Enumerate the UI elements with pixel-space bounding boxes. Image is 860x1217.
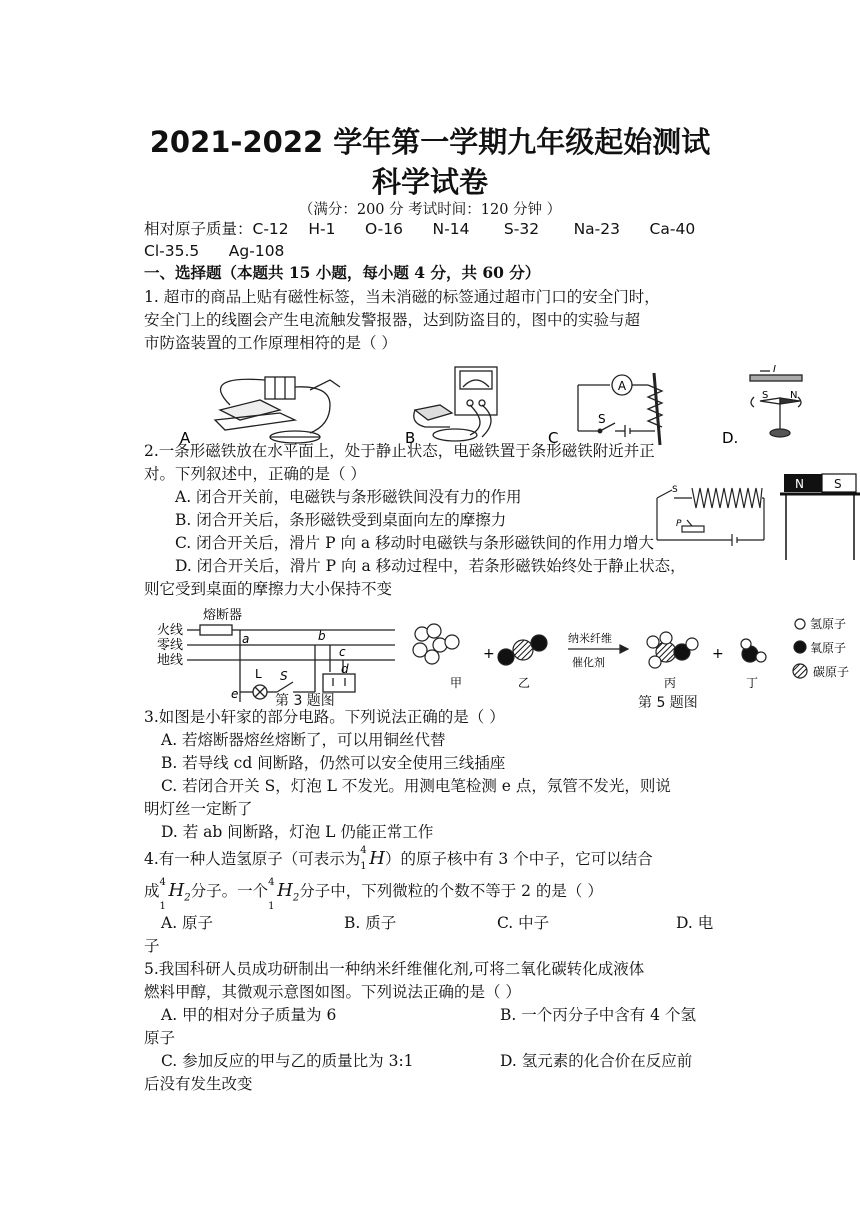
q4-line1-a: 4.有一种人造氢原子（可表示为 — [144, 850, 361, 868]
q2-slider-p: P — [676, 519, 682, 529]
q3-option-c-line2: 明灯丝一定断了 — [144, 800, 253, 818]
fig3-point-d: d — [341, 662, 349, 676]
section-heading: 一、选择题（本题共 15 小题，每小题 4 分，共 60 分） — [144, 263, 541, 282]
q4-option-d-line1: D. 电 — [676, 914, 714, 932]
q5-option-a: A. 甲的相对分子质量为 6 — [161, 1006, 337, 1024]
q3-option-c-line1: C. 若闭合开关 S，灯泡 L 不发光。用测电笔检测 e 点，氖管不发光，则说 — [161, 777, 671, 795]
fig5-catalyst-bottom: 催化剂 — [572, 656, 605, 669]
q5-option-b-line2: 原子 — [144, 1029, 176, 1047]
fig3-lamp-l: L — [255, 667, 262, 681]
q5-line2: 燃料甲醇，其微观示意图如图。下列说法正确的是（ ） — [144, 983, 521, 1001]
fig-a-label: A — [180, 429, 191, 447]
q5-option-d-line1: D. 氢元素的化合价在反应前 — [500, 1052, 693, 1070]
q4-option-d-line2: 子 — [144, 937, 160, 955]
exam-subtitle: 科学试卷 — [371, 165, 488, 199]
ammeter-symbol: A — [617, 379, 627, 393]
exam-title: 2021-2022 学年第一学期九年级起始测试 — [149, 125, 711, 159]
fig5-plus-1: + — [483, 646, 495, 662]
q3-option-d: D. 若 ab 间断路，灯泡 L 仍能正常工作 — [161, 823, 434, 841]
legend-hydrogen: 氢原子 — [810, 617, 847, 631]
q5-option-d-line2: 后没有发生改变 — [144, 1075, 253, 1093]
fig5-reaction-diagram — [410, 612, 860, 692]
q4-line1-b: ）的原子核中有 3 个中子，它可以结合 — [385, 850, 653, 868]
q1-line1: 1. 超市的商品上贴有磁性标签，当未消磁的标签通过超市门口的安全门时， — [144, 288, 660, 306]
q4-line2-b: 分子。一个 — [190, 882, 269, 900]
q2-figure — [652, 468, 777, 558]
q4-line2-c: 分子中，下列微粒的个数不等于 2 的是（ ） — [299, 882, 603, 900]
legend-oxygen: 氧原子 — [810, 641, 847, 655]
q4-option-b: B. 质子 — [344, 914, 397, 932]
fig5-catalyst-top: 纳米纤维 — [568, 632, 612, 645]
fig5-name-yi: 乙 — [518, 676, 531, 690]
fig-b-apparatus — [414, 367, 497, 441]
current-label-i: I — [773, 365, 776, 375]
q3-stem: 3.如图是小轩家的部分电路。下列说法正确的是（ ） — [144, 708, 505, 726]
exam-info: （满分：200 分 考试时间：120 分钟 ） — [298, 202, 562, 218]
q4-line2 — [144, 877, 603, 912]
q2-line2: 对。下列叙述中，正确的是（ ） — [144, 465, 366, 483]
h2-molecule-symbol-1: 4 1 $H_2$ — [159, 877, 191, 912]
hydrogen-isotope-symbol: 4 1 H — [360, 845, 385, 872]
q2-option-b: B. 闭合开关后，条形磁铁受到桌面向左的摩擦力 — [175, 511, 507, 529]
atomic-masses-line2: Cl-35.5 Ag-108 — [144, 242, 285, 260]
bar-magnet-table — [780, 472, 860, 562]
q4-line2-a: 成 — [144, 882, 160, 900]
fig3-neutral-wire: 零线 — [157, 638, 184, 653]
fig-c-label: C — [548, 429, 559, 447]
magnet-n: N — [795, 477, 804, 491]
fig-a-apparatus — [215, 377, 340, 443]
q2-option-c: C. 闭合开关后，滑片 P 向 a 移动时电磁铁与条形磁铁间的作用力增大 — [175, 534, 655, 552]
legend-carbon: 碳原子 — [813, 665, 850, 679]
q1-line2: 安全门上的线圈会产生电流触发警报器，达到防盗目的，图中的实验与超 — [144, 311, 641, 329]
fig3-point-a: a — [242, 632, 250, 646]
fig5-caption: 第 5 题图 — [638, 695, 698, 711]
q4-option-a: A. 原子 — [161, 914, 214, 932]
fig3-fuse-label: 熔断器 — [203, 608, 243, 623]
q5-option-b-line1: B. 一个丙分子中含有 4 个氢 — [500, 1006, 696, 1024]
q2-switch-label: S — [672, 485, 678, 495]
q1-figures — [170, 365, 810, 450]
fig-d-label: D. — [722, 429, 739, 447]
fig3-point-b: b — [318, 629, 326, 643]
q4-option-c: C. 中子 — [497, 914, 550, 932]
atomic-masses-line1: 相对原子质量：C-12 H-1 O-16 N-14 S-32 Na-23 Ca-40 — [144, 220, 696, 238]
compass-s: S — [762, 390, 769, 401]
fig3-caption: 第 3 题图 — [275, 693, 335, 709]
fig3-switch-s: S — [280, 669, 288, 683]
fig5-name-jia: 甲 — [450, 676, 463, 690]
compass-n: N — [790, 390, 798, 401]
fig3-live-wire: 火线 — [157, 623, 184, 638]
fig3-point-e: e — [231, 687, 239, 701]
fig5-name-ding: 丁 — [746, 676, 759, 690]
q2-option-d-line1: D. 闭合开关后，滑片 P 向 a 移动过程中，若条形磁铁始终处于静止状态， — [175, 557, 686, 575]
q4-line1 — [144, 845, 653, 872]
q3-option-b: B. 若导线 cd 间断路，仍然可以安全使用三线插座 — [161, 754, 506, 772]
q2-option-a: A. 闭合开关前，电磁铁与条形磁铁间没有力的作用 — [175, 488, 522, 506]
q5-line1: 5.我国科研人员成功研制出一种纳米纤维催化剂,可将二氧化碳转化成液体 — [144, 960, 645, 978]
q5-option-c: C. 参加反应的甲与乙的质量比为 3:1 — [161, 1052, 414, 1070]
q1-line3: 市防盗装置的工作原理相符的是（ ） — [144, 334, 397, 352]
q2-option-d-line2: 则它受到桌面的摩擦力大小保持不变 — [144, 580, 393, 598]
fig5-name-bing: 丙 — [664, 676, 677, 690]
fig5-plus-2: + — [712, 646, 724, 662]
fig-d-oersted — [750, 371, 802, 437]
switch-label-s: S — [598, 412, 606, 426]
q3-option-a: A. 若熔断器熔丝熔断了，可以用铜丝代替 — [161, 731, 446, 749]
h2-molecule-symbol-2: 4 1 $H_2$ — [268, 877, 300, 912]
fig-b-label: B — [405, 429, 416, 447]
q2-line1: 2.一条形磁铁放在水平面上，处于静止状态，电磁铁置于条形磁铁附近并正 — [144, 442, 655, 460]
fig3-ground-wire: 地线 — [157, 653, 184, 668]
fig3-point-c: c — [339, 645, 346, 659]
magnet-s: S — [834, 477, 842, 491]
